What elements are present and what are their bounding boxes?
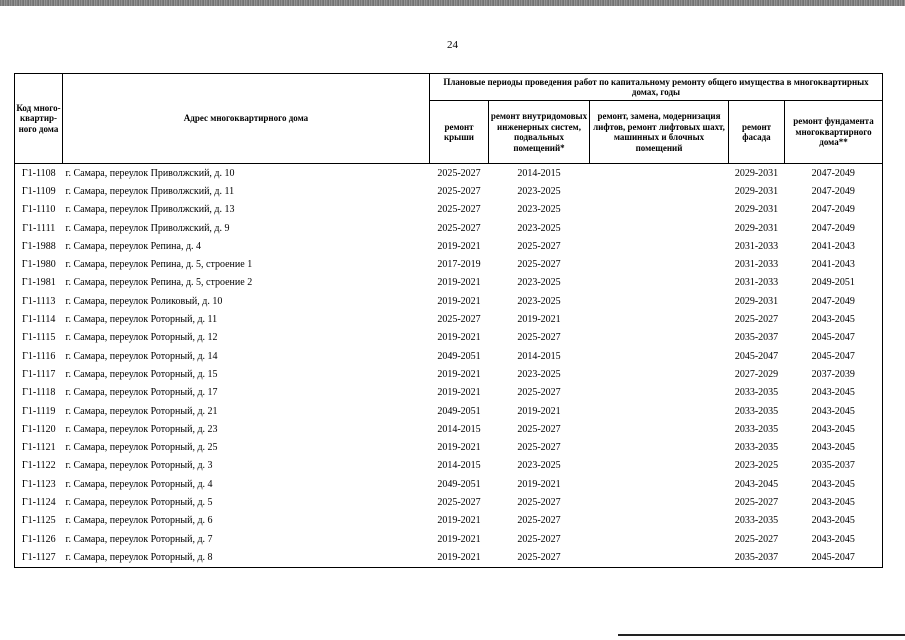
table-row: [15, 384, 883, 402]
cell-foundation: 2045-2047: [785, 347, 883, 365]
cell-elevators: [590, 347, 729, 365]
cell-code: Г1-1126: [15, 530, 63, 548]
cell-address: г. Самара, переулок Роторный, д. 23: [65, 423, 218, 435]
cell-elevators: [590, 274, 729, 292]
cell-foundation: 2047-2049: [785, 201, 883, 219]
capital-repair-table: [14, 73, 883, 568]
cell-roof: 2014-2015: [437, 423, 481, 435]
cell-systems: 2025-2027: [517, 533, 561, 545]
cell-address: г. Самара, переулок Приволжский, д. 10: [65, 167, 235, 179]
cell-roof: 2025-2027: [437, 204, 481, 216]
cell-foundation: 2043-2045: [785, 384, 883, 402]
cell-roof: 2014-2015: [437, 460, 481, 472]
cell-address: г. Самара, переулок Роторный, д. 11: [65, 314, 218, 326]
cell-facade: 2027-2029: [734, 368, 779, 380]
cell-facade: 2029-2031: [734, 222, 779, 234]
cell-systems: 2025-2027: [517, 240, 561, 252]
cell-facade: 2033-2035: [734, 442, 779, 454]
cell-systems: 2025-2027: [517, 442, 561, 454]
cell-facade: 2033-2035: [734, 515, 779, 527]
cell-facade: 2033-2035: [734, 387, 779, 399]
cell-address: г. Самара, переулок Роликовый, д. 10: [65, 295, 223, 307]
cell-roof: 2025-2027: [437, 314, 481, 326]
cell-address: г. Самара, переулок Роторный, д. 17: [65, 387, 218, 399]
cell-address: г. Самара, переулок Роторный, д. 7: [65, 533, 213, 545]
cell-elevators: [590, 512, 729, 530]
page-number: 24: [447, 39, 458, 51]
scan-edge-top: [0, 0, 905, 6]
cell-systems: 2023-2025: [517, 222, 561, 234]
cell-systems: 2023-2025: [517, 460, 561, 472]
cell-elevators: [590, 457, 729, 475]
table-row: [15, 438, 883, 456]
cell-elevators: [590, 402, 729, 420]
cell-address: г. Самара, переулок Роторный, д. 25: [65, 442, 218, 454]
cell-facade: 2029-2031: [734, 295, 779, 307]
cell-address: г. Самара, переулок Роторный, д. 3: [65, 460, 213, 472]
cell-systems: 2023-2025: [517, 204, 561, 216]
table-row: [15, 475, 883, 493]
cell-address: г. Самара, переулок Роторный, д. 15: [65, 368, 218, 380]
cell-foundation: 2043-2045: [785, 493, 883, 511]
cell-roof: 2025-2027: [437, 496, 481, 508]
cell-code: Г1-1108: [15, 164, 63, 183]
header-systems: ремонт внутридомовых инженерных систем, подвальных помещений*: [489, 101, 590, 164]
cell-foundation: 2043-2045: [785, 512, 883, 530]
cell-address: г. Самара, переулок Роторный, д. 12: [65, 332, 218, 344]
cell-roof: 2019-2021: [430, 548, 489, 567]
cell-roof: 2049-2051: [437, 405, 481, 417]
cell-systems: 2025-2027: [517, 423, 561, 435]
cell-systems: 2025-2027: [517, 332, 561, 344]
cell-elevators: [590, 310, 729, 328]
cell-systems: 2023-2025: [517, 185, 561, 197]
cell-foundation: 2043-2045: [785, 310, 883, 328]
cell-elevators: [590, 292, 729, 310]
cell-code: Г1-1122: [15, 457, 63, 475]
cell-systems: 2025-2027: [517, 387, 561, 399]
cell-code: Г1-1121: [15, 438, 63, 456]
cell-elevators: [590, 384, 729, 402]
cell-systems: 2025-2027: [489, 548, 590, 567]
cell-foundation: 2047-2049: [785, 182, 883, 200]
cell-facade: 2031-2033: [734, 259, 779, 271]
cell-facade: 2029-2031: [734, 204, 779, 216]
cell-foundation: 2043-2045: [785, 420, 883, 438]
cell-roof: 2049-2051: [437, 350, 481, 362]
cell-roof: 2025-2027: [437, 185, 481, 197]
scan-edge-bottom: [618, 634, 905, 636]
cell-systems: 2025-2027: [517, 515, 561, 527]
cell-elevators: [590, 255, 729, 273]
cell-code: Г1-1124: [15, 493, 63, 511]
cell-facade: 2045-2047: [734, 350, 779, 362]
cell-code: Г1-1981: [15, 274, 63, 292]
cell-foundation: 2043-2045: [785, 530, 883, 548]
table-row: [15, 548, 883, 567]
cell-elevators: [590, 219, 729, 237]
cell-foundation: 2043-2045: [785, 438, 883, 456]
table-row: [15, 310, 883, 328]
cell-roof: 2019-2021: [437, 368, 481, 380]
cell-foundation: 2045-2047: [785, 548, 883, 567]
cell-facade: 2029-2031: [734, 167, 779, 179]
cell-address: г. Самара, переулок Роторный, д. 14: [65, 350, 218, 362]
cell-roof: 2019-2021: [437, 533, 481, 545]
cell-facade: 2023-2025: [734, 460, 779, 472]
header-facade: ремонт фасада: [729, 101, 785, 164]
table-row: [15, 219, 883, 237]
cell-facade: 2025-2027: [734, 533, 779, 545]
cell-code: Г1-1127: [15, 548, 63, 567]
cell-code: Г1-1110: [15, 201, 63, 219]
table-row: [15, 329, 883, 347]
cell-roof: 2019-2021: [437, 515, 481, 527]
table-row: [15, 201, 883, 219]
cell-address: г. Самара, переулок Роторный, д. 8: [63, 548, 430, 567]
cell-facade: 2025-2027: [734, 314, 779, 326]
cell-roof: 2019-2021: [437, 442, 481, 454]
table-row: [15, 530, 883, 548]
cell-address: г. Самара, переулок Приволжский, д. 9: [65, 222, 230, 234]
cell-code: Г1-1118: [15, 384, 63, 402]
cell-facade: 2031-2033: [734, 277, 779, 289]
cell-systems: 2019-2021: [517, 405, 561, 417]
table-row: [15, 402, 883, 420]
cell-code: Г1-1125: [15, 512, 63, 530]
cell-code: Г1-1114: [15, 310, 63, 328]
cell-code: Г1-1119: [15, 402, 63, 420]
cell-roof: 2019-2021: [437, 277, 481, 289]
cell-elevators: [590, 329, 729, 347]
header-code: Код много-квартир-ного дома: [15, 74, 63, 164]
cell-facade: 2043-2045: [734, 478, 779, 490]
cell-foundation: 2047-2049: [785, 292, 883, 310]
cell-elevators: [590, 164, 729, 183]
cell-foundation: 2041-2043: [785, 255, 883, 273]
cell-foundation: 2043-2045: [785, 475, 883, 493]
cell-roof: 2019-2021: [437, 387, 481, 399]
cell-foundation: 2045-2047: [785, 329, 883, 347]
cell-foundation: 2035-2037: [785, 457, 883, 475]
cell-systems: 2023-2025: [517, 295, 561, 307]
cell-systems: 2023-2025: [517, 277, 561, 289]
cell-elevators: [590, 201, 729, 219]
cell-code: Г1-1120: [15, 420, 63, 438]
table-row: [15, 420, 883, 438]
cell-code: Г1-1980: [15, 255, 63, 273]
cell-address: г. Самара, переулок Роторный, д. 4: [65, 478, 213, 490]
table-body: [15, 164, 883, 568]
cell-address: г. Самара, переулок Роторный, д. 5: [65, 496, 213, 508]
cell-systems: 2025-2027: [517, 496, 561, 508]
header-foundation: ремонт фундамента многоквартирного дома**: [785, 101, 883, 164]
header-address: Адрес многоквартирного дома: [63, 74, 430, 164]
cell-systems: 2014-2015: [517, 350, 561, 362]
cell-address: г. Самара, переулок Приволжский, д. 11: [65, 185, 235, 197]
cell-roof: 2049-2051: [437, 478, 481, 490]
cell-elevators: [590, 182, 729, 200]
cell-elevators: [590, 438, 729, 456]
cell-facade: 2033-2035: [734, 405, 779, 417]
cell-roof: 2019-2021: [437, 295, 481, 307]
cell-roof: 2017-2019: [437, 259, 481, 271]
table-row: [15, 255, 883, 273]
cell-foundation: 2037-2039: [785, 365, 883, 383]
cell-code: Г1-1109: [15, 182, 63, 200]
table-row: [15, 164, 883, 183]
table-row: [15, 237, 883, 255]
cell-facade: 2031-2033: [734, 240, 779, 252]
cell-systems: 2014-2015: [517, 167, 561, 179]
cell-facade: 2033-2035: [734, 423, 779, 435]
cell-foundation: 2047-2049: [785, 164, 883, 183]
header-planned-periods: Плановые периоды проведения работ по капитальному ремонту общего имущества в многоквартирных домах, годы: [430, 74, 883, 101]
cell-foundation: 2047-2049: [785, 219, 883, 237]
cell-address: г. Самара, переулок Репина, д. 5, строение 2: [65, 277, 253, 289]
table-row: [15, 512, 883, 530]
header-elevators: ремонт, замена, модернизация лифтов, ремонт лифтовых шахт, машинных и блочных помещений: [590, 101, 729, 164]
cell-systems: 2025-2027: [517, 259, 561, 271]
cell-elevators: [590, 548, 729, 567]
cell-roof: 2025-2027: [437, 167, 481, 179]
cell-code: Г1-1115: [15, 329, 63, 347]
cell-facade: 2029-2031: [734, 185, 779, 197]
cell-facade: 2035-2037: [729, 548, 785, 567]
cell-foundation: 2049-2051: [785, 274, 883, 292]
cell-address: г. Самара, переулок Роторный, д. 6: [65, 515, 213, 527]
table-row: [15, 347, 883, 365]
cell-systems: 2023-2025: [517, 368, 561, 380]
cell-code: Г1-1123: [15, 475, 63, 493]
table-row: [15, 365, 883, 383]
cell-elevators: [590, 237, 729, 255]
cell-code: Г1-1111: [15, 219, 63, 237]
cell-systems: 2019-2021: [517, 314, 561, 326]
cell-code: Г1-1988: [15, 237, 63, 255]
cell-facade: 2025-2027: [734, 496, 779, 508]
cell-elevators: [590, 493, 729, 511]
cell-code: Г1-1116: [15, 347, 63, 365]
table-row: [15, 274, 883, 292]
cell-address: г. Самара, переулок Репина, д. 4: [65, 240, 202, 252]
cell-systems: 2019-2021: [517, 478, 561, 490]
cell-foundation: 2043-2045: [785, 402, 883, 420]
cell-facade: 2035-2037: [734, 332, 779, 344]
cell-elevators: [590, 420, 729, 438]
table-row: [15, 182, 883, 200]
cell-roof: 2019-2021: [437, 240, 481, 252]
table-row: [15, 292, 883, 310]
cell-address: г. Самара, переулок Репина, д. 5, строение 1: [65, 259, 253, 271]
cell-code: Г1-1113: [15, 292, 63, 310]
cell-foundation: 2041-2043: [785, 237, 883, 255]
header-roof: ремонт крыши: [430, 101, 489, 164]
cell-elevators: [590, 365, 729, 383]
table-row: [15, 457, 883, 475]
cell-roof: 2019-2021: [437, 332, 481, 344]
cell-elevators: [590, 530, 729, 548]
cell-address: г. Самара, переулок Роторный, д. 21: [65, 405, 218, 417]
table-row: [15, 493, 883, 511]
cell-elevators: [590, 475, 729, 493]
cell-address: г. Самара, переулок Приволжский, д. 13: [65, 204, 235, 216]
cell-code: Г1-1117: [15, 365, 63, 383]
cell-roof: 2025-2027: [437, 222, 481, 234]
